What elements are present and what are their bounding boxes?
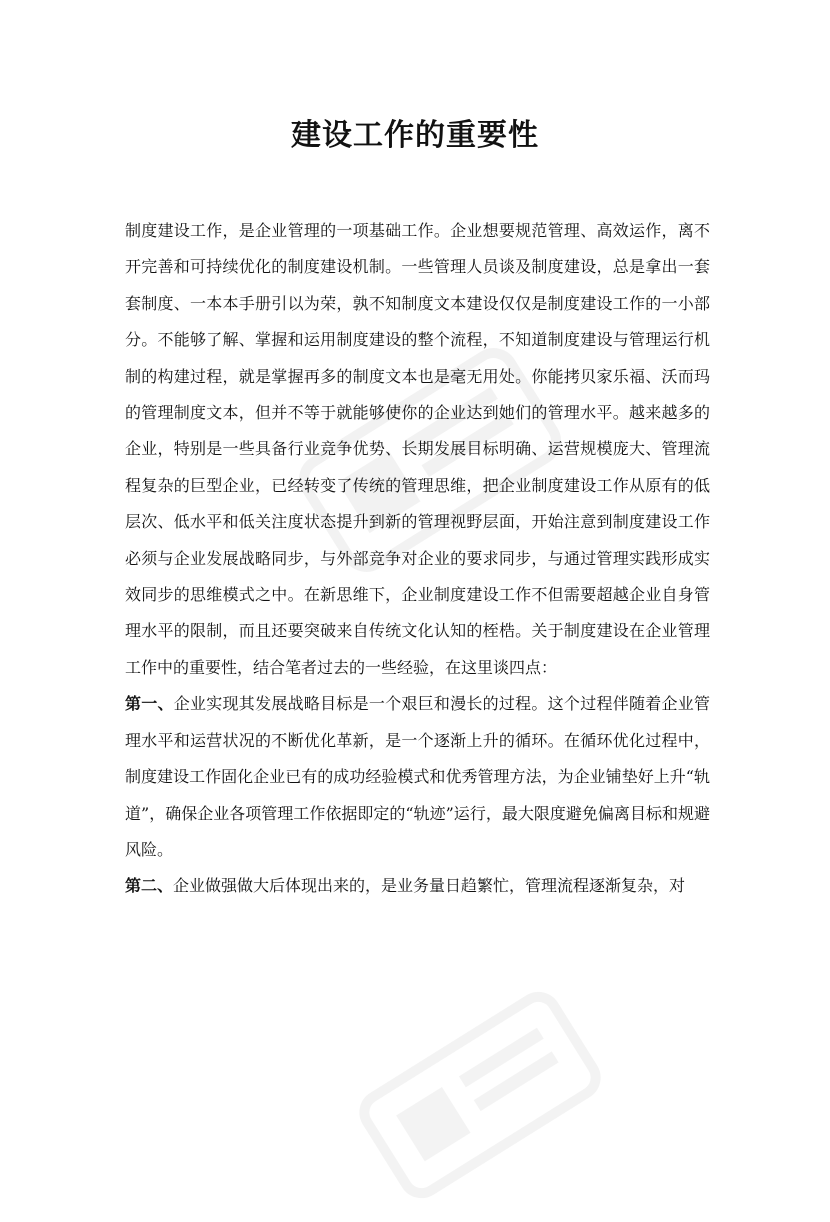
paragraph-lead: 第一、 [125,694,174,714]
watermark-logo [338,968,621,1222]
page-title: 建设工作的重要性 [291,118,539,153]
paragraph [125,868,710,904]
document-body [125,213,710,905]
paragraph-text: 企业实现其发展战略目标是一个艰巨和漫长的过程。这个过程伴随着企业管理水平和运营状况的不断优化革新，是一个逐渐上升的循环。在循环优化过程中，制度建设工作固化企业已有的成功经验模式和优秀管理方法，为企业铺垫好上升“轨道”，确保企业各项管理工作依据即定的“轨迹”运行，最大限度避免偏离目标和规避风险。 [125,694,710,859]
paragraph-lead: 第二、 [125,876,174,896]
paragraph-text: 制度建设工作，是企业管理的一项基础工作。企业想要规范管理、高效运作，离不开完善和可持续优化的制度建设机制。一些管理人员谈及制度建设，总是拿出一套套制度、一本本手册引以为荣，孰不知制度文本建设仅仅是制度建设工作的一小部分。不能够了解、掌握和运用制度建设的整个流程，不知道制度建设与管理运行机制的构建过程，就是掌握再多的制度文本也是毫无用处。你能拷贝家乐福、沃而玛的管理制度文本，但并不等于就能够使你的企业达到她们的管理水平。越来越多的企业，特别是一些具备行业竞争优势、长期发展目标明确、运营规模庞大、管理流程复杂的巨型企业，已经转变了传统的管理思维，把企业制度建设工作从原有的低层次、低水平和低关注度状态提升到新的管理视野层面，开始注意到制度建设工作必须与企业发展战略同步，与外部竞争对企业的要求同步，与通过管理实践形成实效同步的思维模式之中。在新思维下，企业制度建设工作不但需要超越企业自身管理水平的限制，而且还要突破来自传统文化认知的桎梏。关于制度建设在企业管理工作中的重要性，结合笔者过去的一些经验，在这里谈四点： [125,221,710,677]
paragraph-text: 企业做强做大后体现出来的，是业务量日趋繁忙，管理流程逐渐复杂，对 [173,876,686,896]
paragraph [125,686,710,868]
paragraph [125,213,710,686]
